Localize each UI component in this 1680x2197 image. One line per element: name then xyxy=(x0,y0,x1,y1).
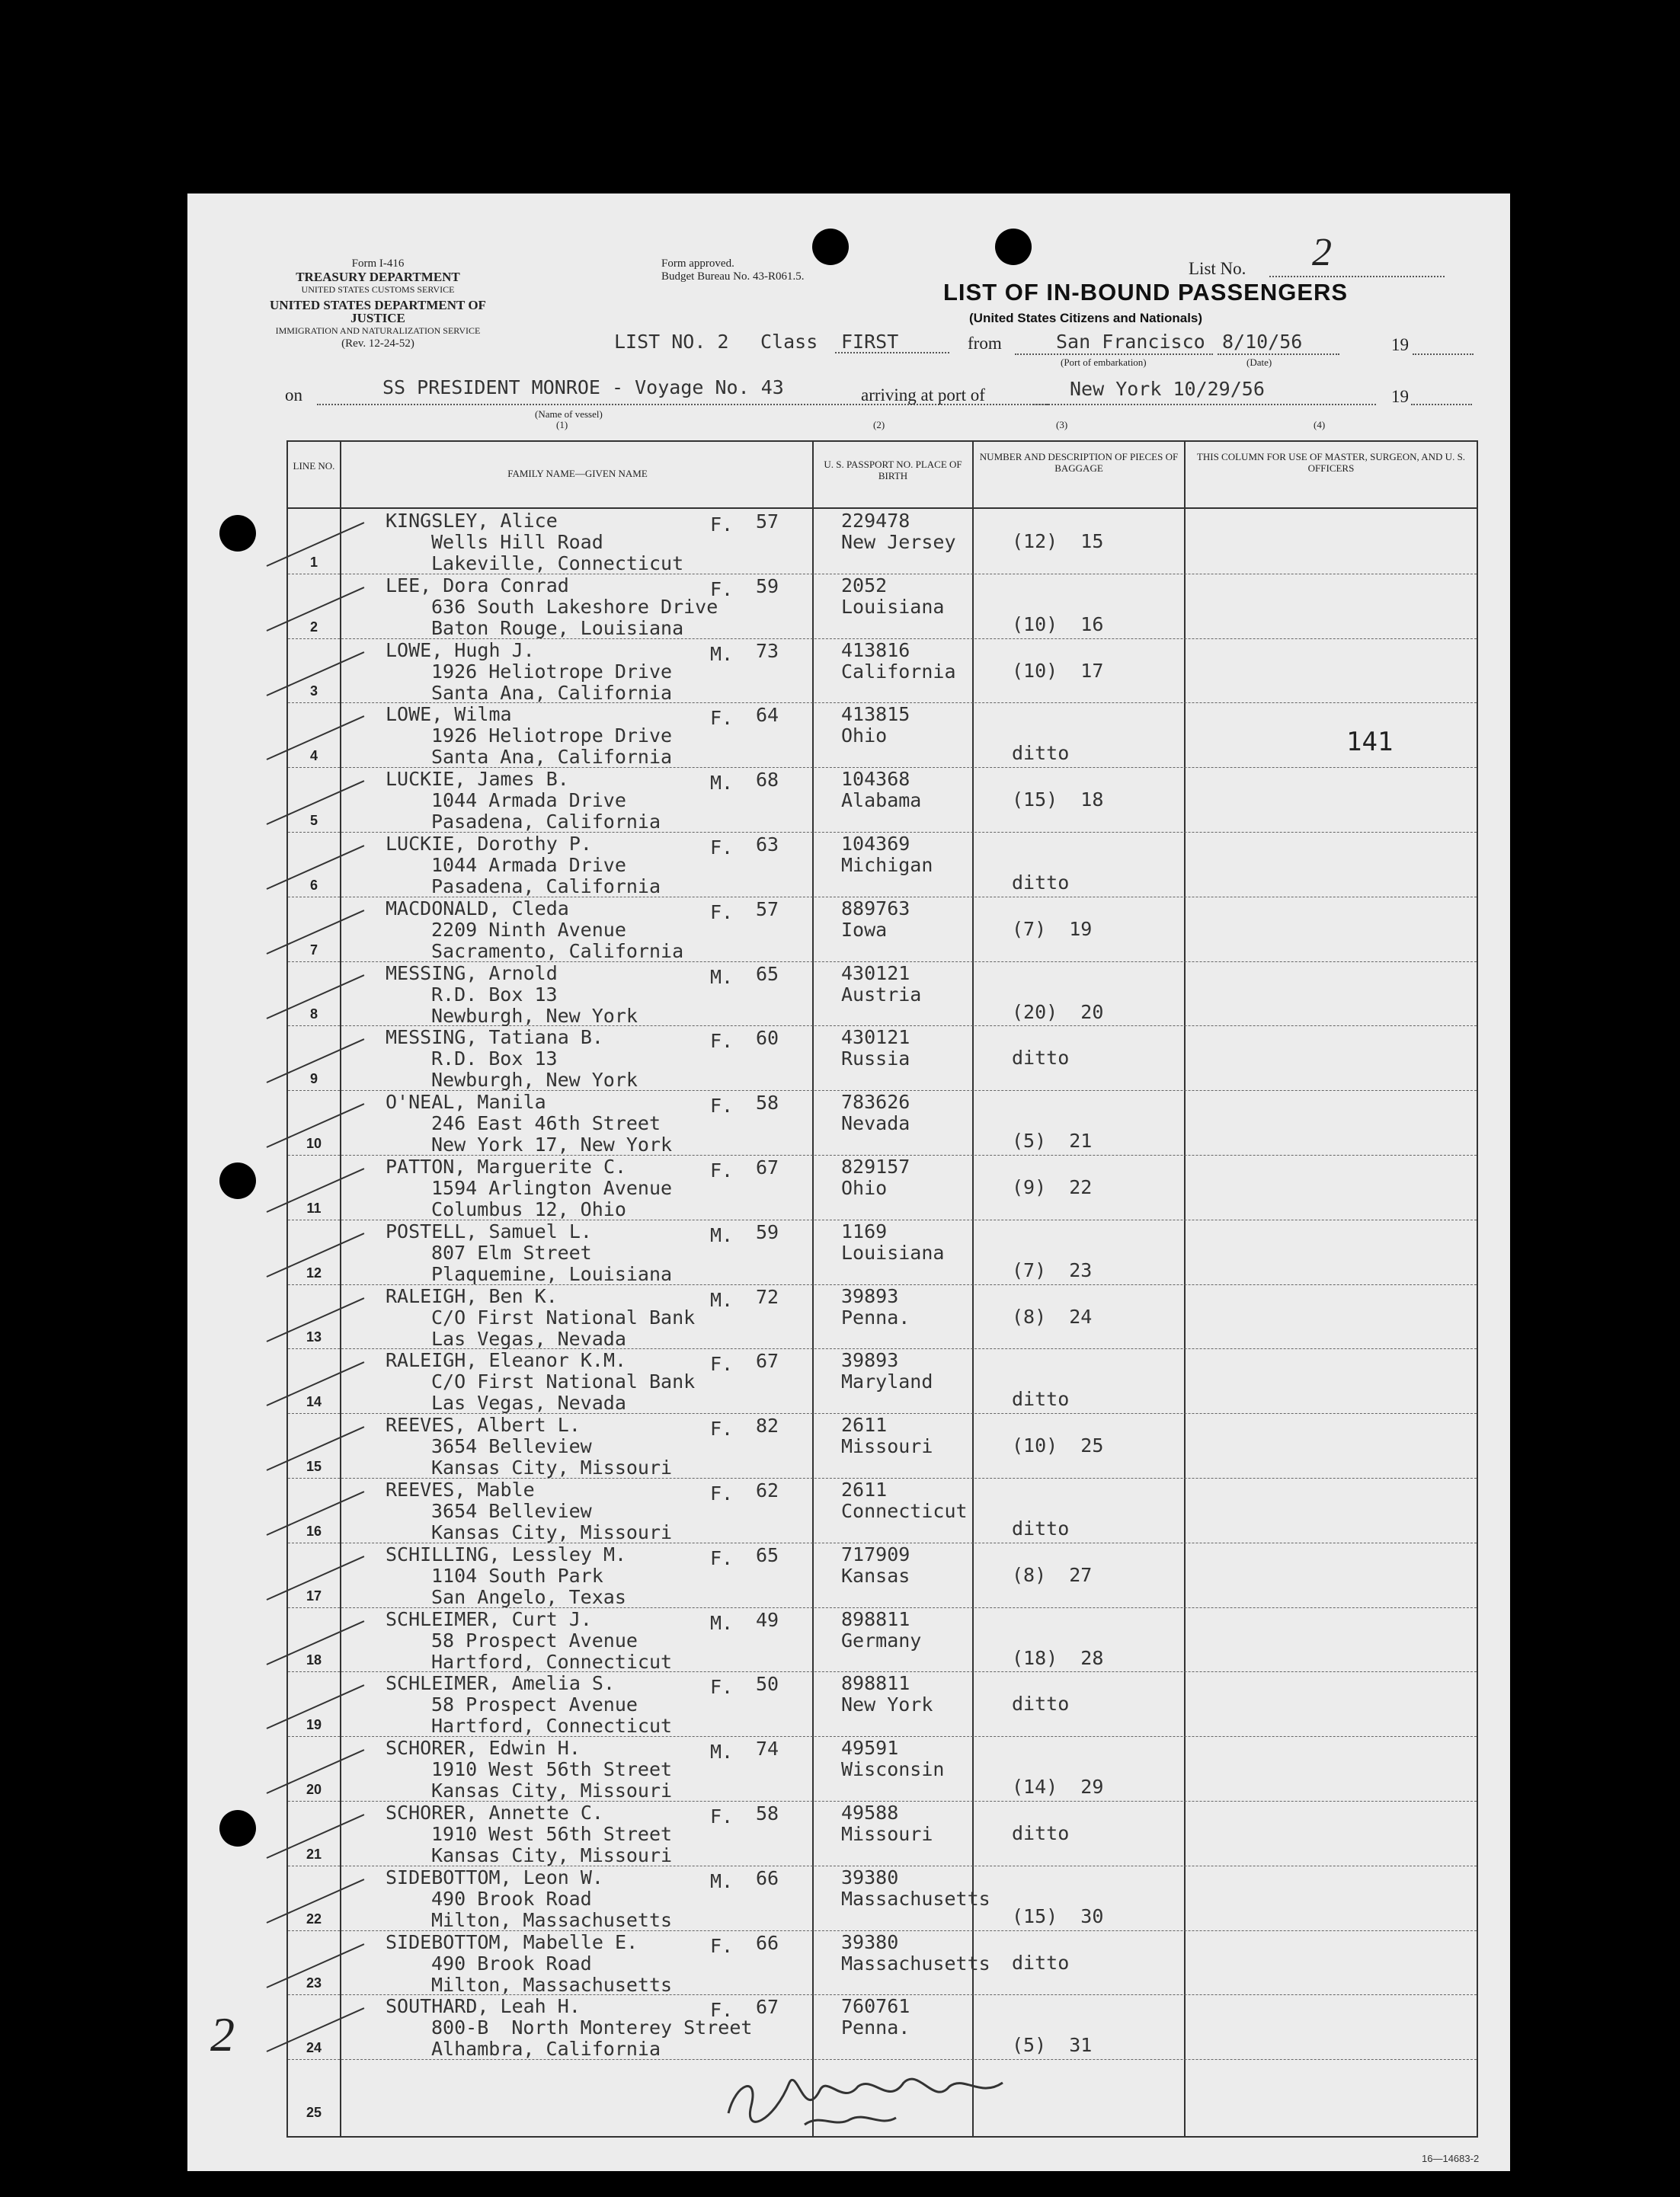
address-line-1: 1594 Arlington Avenue xyxy=(431,1177,673,1199)
passenger-sex: F. xyxy=(710,1676,734,1699)
passenger-name: PATTON, Marguerite C. xyxy=(386,1156,627,1178)
passenger-age: 68 xyxy=(756,769,779,791)
col-num-2: (2) xyxy=(873,419,885,430)
punch-hole xyxy=(219,1162,256,1199)
line-number: 20 xyxy=(306,1781,322,1797)
baggage-count: (12) 15 xyxy=(1012,530,1104,552)
baggage-count: (7) 23 xyxy=(1012,1258,1093,1281)
address-line-2: Hartford, Connecticut xyxy=(431,1715,673,1738)
line-number: 16 xyxy=(306,1523,322,1539)
passenger-row xyxy=(288,1025,1477,1091)
passenger-row xyxy=(288,1090,1477,1156)
passenger-sex: M. xyxy=(710,772,734,795)
baggage-count: (15) 18 xyxy=(1012,788,1104,811)
birth-place: Ohio xyxy=(841,724,888,747)
baggage-count: (15) 30 xyxy=(1012,1904,1104,1927)
baggage-count: ditto xyxy=(1012,1388,1070,1411)
birth-place: Missouri xyxy=(841,1435,933,1458)
line-number: 9 xyxy=(309,1071,318,1087)
passport-number: 717909 xyxy=(841,1543,910,1565)
passenger-name: KINGSLEY, Alice xyxy=(386,510,558,532)
address-line-2: Pasadena, California xyxy=(431,875,661,897)
address-line-1: 800-B North Monterey Street xyxy=(431,2016,753,2039)
passenger-age: 65 xyxy=(756,962,779,985)
justice-label: UNITED STATES DEPARTMENT OF JUSTICE xyxy=(270,298,486,325)
line-number: 3 xyxy=(309,683,318,699)
treasury-label: TREASURY DEPARTMENT xyxy=(296,270,460,284)
address-line-1: 58 Prospect Avenue xyxy=(431,1693,638,1716)
passenger-row xyxy=(288,509,1477,574)
passenger-name: RALEIGH, Ben K. xyxy=(386,1284,558,1307)
vessel-name: SS PRESIDENT MONROE - Voyage No. 43 xyxy=(382,376,784,398)
address-line-2: Lakeville, Connecticut xyxy=(431,552,684,574)
passenger-name: REEVES, Mable xyxy=(386,1479,535,1501)
birth-place: Ohio xyxy=(841,1177,888,1199)
passenger-name: SCHORER, Annette C. xyxy=(386,1802,603,1824)
address-line-2: Kansas City, Missouri xyxy=(431,1780,673,1802)
passenger-sex: F. xyxy=(710,577,734,600)
passenger-sex: M. xyxy=(710,1223,734,1246)
passport-number: 2611 xyxy=(841,1479,888,1501)
address-line-2: Plaquemine, Louisiana xyxy=(431,1262,673,1285)
passenger-age: 67 xyxy=(756,1350,779,1373)
birth-place: California xyxy=(841,660,956,683)
arrival-line xyxy=(1033,404,1376,405)
passenger-row xyxy=(288,1220,1477,1285)
address-line-2: Hartford, Connecticut xyxy=(431,1650,673,1673)
birth-place: Penna. xyxy=(841,2016,910,2039)
arrival-port: New York 10/29/56 xyxy=(1070,378,1265,400)
vessel-caption: (Name of vessel) xyxy=(535,408,603,420)
baggage-count: ditto xyxy=(1012,1693,1070,1716)
line-number: 1 xyxy=(309,554,318,570)
passenger-sex: F. xyxy=(710,1418,734,1441)
passport-number: 430121 xyxy=(841,961,910,984)
line-number: 8 xyxy=(309,1006,318,1022)
address-line-2: Pasadena, California xyxy=(431,811,661,833)
birth-place: Wisconsin xyxy=(841,1758,945,1781)
passenger-sex: F. xyxy=(710,900,734,923)
address-line-2: San Angelo, Texas xyxy=(431,1585,626,1608)
address-line-2: Las Vegas, Nevada xyxy=(431,1327,626,1350)
baggage-count: (8) 24 xyxy=(1012,1305,1093,1328)
birth-place: Austria xyxy=(841,983,922,1006)
address-line-2: Alhambra, California xyxy=(431,2038,661,2061)
passenger-sex: F. xyxy=(710,1353,734,1376)
birth-place: Germany xyxy=(841,1629,922,1652)
birth-place: Alabama xyxy=(841,789,922,812)
on-label: on xyxy=(285,385,302,405)
passenger-name: LUCKIE, James B. xyxy=(386,768,569,791)
passenger-age: 67 xyxy=(756,1156,779,1178)
passenger-age: 66 xyxy=(756,1931,779,1954)
line-number: 15 xyxy=(306,1458,322,1474)
baggage-count: (10) 25 xyxy=(1012,1434,1104,1457)
col-num-3: (3) xyxy=(1056,419,1068,430)
passenger-name: SCHLEIMER, Amelia S. xyxy=(386,1672,616,1695)
budget-label: Budget Bureau No. 43-R061.5. xyxy=(661,270,805,283)
passport-number: 39380 xyxy=(841,1866,899,1888)
passenger-row xyxy=(288,832,1477,897)
address-line-2: Newburgh, New York xyxy=(431,1069,638,1092)
line-number: 13 xyxy=(306,1329,322,1345)
passport-number: 889763 xyxy=(841,897,910,919)
baggage-count: (10) 16 xyxy=(1012,612,1104,635)
line-number: 18 xyxy=(306,1652,322,1668)
passenger-name: SIDEBOTTOM, Mabelle E. xyxy=(386,1930,638,1953)
passenger-age: 59 xyxy=(756,574,779,597)
year-line xyxy=(1413,353,1474,355)
birth-place: Louisiana xyxy=(841,595,945,618)
year-line-2 xyxy=(1411,404,1472,405)
form-number: Form I-416 xyxy=(351,257,405,270)
baggage-count: ditto xyxy=(1012,742,1070,765)
justice-block xyxy=(264,299,492,350)
passenger-age: 62 xyxy=(756,1479,779,1501)
birth-place: Iowa xyxy=(841,918,888,941)
baggage-count: ditto xyxy=(1012,1517,1070,1540)
line-number: 25 xyxy=(306,2104,322,2120)
passenger-age: 58 xyxy=(756,1092,779,1114)
list-no-value: 2 xyxy=(1312,231,1332,274)
address-line-2: Columbus 12, Ohio xyxy=(431,1198,626,1220)
address-line-2: Las Vegas, Nevada xyxy=(431,1392,626,1415)
address-line-1: 2209 Ninth Avenue xyxy=(431,918,626,941)
birth-place: Connecticut xyxy=(841,1500,968,1522)
address-line-2: New York 17, New York xyxy=(431,1134,673,1156)
passenger-name: MACDONALD, Cleda xyxy=(386,897,569,919)
line-number: 14 xyxy=(306,1394,322,1410)
address-line-1: 3654 Belleview xyxy=(431,1435,592,1458)
passport-number: 760761 xyxy=(841,1995,910,2018)
passenger-age: 57 xyxy=(756,510,779,532)
address-line-1: 1926 Heliotrope Drive xyxy=(431,660,673,683)
address-line-2: Kansas City, Missouri xyxy=(431,1457,673,1479)
passenger-sex: M. xyxy=(710,965,734,988)
passenger-sex: F. xyxy=(710,513,734,536)
address-line-1: R.D. Box 13 xyxy=(431,983,558,1006)
address-line-2: Sacramento, California xyxy=(431,939,684,962)
passenger-name: SCHILLING, Lessley M. xyxy=(386,1543,627,1565)
baggage-count: (14) 29 xyxy=(1012,1776,1104,1799)
passenger-name: MESSING, Arnold xyxy=(386,961,558,984)
list-no-label: List No. xyxy=(1189,259,1246,278)
passport-number: 2611 xyxy=(841,1414,888,1437)
form-title: LIST OF IN-BOUND PASSENGERS xyxy=(943,279,1349,305)
passenger-row xyxy=(288,574,1477,639)
ins-label: IMMIGRATION AND NATURALIZATION SERVICE xyxy=(275,325,481,336)
agency-block xyxy=(279,257,477,296)
passport-number: 49591 xyxy=(841,1737,899,1760)
passenger-name: RALEIGH, Eleanor K.M. xyxy=(386,1349,627,1372)
form-subtitle: (United States Citizens and Nationals) xyxy=(969,311,1203,325)
passenger-age: 82 xyxy=(756,1415,779,1437)
birth-place: Massachusetts xyxy=(841,1887,990,1910)
official-mark: 141 xyxy=(1346,727,1394,757)
col-head-officials: THIS COLUMN FOR USE OF MASTER, SURGEON, AND U. S. OFFICERS xyxy=(1196,451,1466,474)
line-number: 6 xyxy=(309,877,318,893)
passport-number: 783626 xyxy=(841,1091,910,1114)
approved-label: Form approved. xyxy=(661,257,734,270)
passenger-sex: M. xyxy=(710,1869,734,1892)
address-line-2: Baton Rouge, Louisiana xyxy=(431,616,684,639)
passport-number: 413815 xyxy=(841,703,910,726)
passenger-row xyxy=(288,1736,1477,1802)
birth-place: Louisiana xyxy=(841,1241,945,1264)
birth-place: Maryland xyxy=(841,1370,933,1393)
line-number: 11 xyxy=(306,1200,322,1216)
date-caption: (Date) xyxy=(1246,357,1272,368)
date-line xyxy=(1218,353,1339,355)
passport-number: 229478 xyxy=(841,510,910,532)
address-line-2: Newburgh, New York xyxy=(431,1004,638,1027)
passport-number: 2052 xyxy=(841,574,888,596)
baggage-count: ditto xyxy=(1012,1047,1070,1070)
passenger-age: 58 xyxy=(756,1802,779,1824)
baggage-count: ditto xyxy=(1012,1822,1070,1844)
birth-place: Kansas xyxy=(841,1564,910,1587)
passenger-sex: F. xyxy=(710,1159,734,1182)
address-line-1: 490 Brook Road xyxy=(431,1952,592,1975)
passenger-row xyxy=(288,1607,1477,1673)
col-head-baggage: NUMBER AND DESCRIPTION OF PIECES OF BAGGAGE xyxy=(979,451,1179,474)
punch-hole xyxy=(995,229,1032,265)
col-num-1: (1) xyxy=(556,419,568,430)
line-number: 2 xyxy=(309,619,318,635)
passenger-age: 73 xyxy=(756,639,779,662)
passport-number: 49588 xyxy=(841,1802,899,1824)
passenger-table xyxy=(286,440,1478,2138)
passenger-name: SOUTHARD, Leah H. xyxy=(386,1995,581,2018)
birth-place: New Jersey xyxy=(841,531,956,553)
address-line-1: 246 East 46th Street xyxy=(431,1112,661,1135)
address-line-1: 490 Brook Road xyxy=(431,1887,592,1910)
baggage-count: (8) 27 xyxy=(1012,1563,1093,1586)
address-line-1: 58 Prospect Avenue xyxy=(431,1629,638,1652)
address-line-2: Santa Ana, California xyxy=(431,746,673,769)
birth-place: New York xyxy=(841,1693,933,1716)
passenger-age: 49 xyxy=(756,1608,779,1631)
passport-number: 104368 xyxy=(841,768,910,791)
passenger-sex: F. xyxy=(710,1546,734,1569)
passenger-sex: M. xyxy=(710,642,734,665)
birth-place: Penna. xyxy=(841,1306,910,1329)
year-prefix: 19 xyxy=(1391,335,1409,354)
passenger-age: 66 xyxy=(756,1866,779,1889)
line-number: 12 xyxy=(306,1265,322,1281)
baggage-count: (18) 28 xyxy=(1012,1646,1104,1669)
address-line-1: 1044 Armada Drive xyxy=(431,854,626,876)
passenger-row xyxy=(288,638,1477,704)
birth-place: Massachusetts xyxy=(841,1952,990,1975)
approval-block xyxy=(661,257,837,283)
class-label: Class xyxy=(760,331,818,353)
line-number: 24 xyxy=(306,2040,322,2056)
passenger-name: REEVES, Albert L. xyxy=(386,1414,581,1437)
passenger-age: 72 xyxy=(756,1285,779,1308)
margin-note: 2 xyxy=(210,2007,235,2061)
class-value: FIRST xyxy=(841,331,899,353)
passport-number: 898811 xyxy=(841,1672,910,1695)
from-label: from xyxy=(968,334,1002,353)
line-number: 10 xyxy=(306,1135,322,1151)
line-number: 17 xyxy=(306,1588,322,1604)
passenger-row xyxy=(288,1801,1477,1866)
baggage-count: (10) 17 xyxy=(1012,659,1104,682)
address-line-1: R.D. Box 13 xyxy=(431,1047,558,1070)
passenger-sex: F. xyxy=(710,1999,734,2022)
embark-port: San Francisco xyxy=(1056,331,1205,353)
address-line-1: 1926 Heliotrope Drive xyxy=(431,724,673,747)
address-line-1: 1910 West 56th Street xyxy=(431,1758,673,1781)
passenger-row xyxy=(288,1671,1477,1737)
passenger-name: POSTELL, Samuel L. xyxy=(386,1220,592,1242)
list-no-line xyxy=(1269,276,1445,277)
footer-code: 16—14683-2 xyxy=(1422,2153,1480,2164)
arriving-label: arriving at port of xyxy=(861,385,985,405)
passenger-age: 64 xyxy=(756,704,779,727)
passenger-age: 50 xyxy=(756,1673,779,1696)
birth-place: Missouri xyxy=(841,1823,933,1845)
passenger-row xyxy=(288,1930,1477,1996)
baggage-count: (5) 31 xyxy=(1012,2034,1093,2057)
passenger-name: SCHORER, Edwin H. xyxy=(386,1737,581,1760)
passenger-sex: F. xyxy=(710,1934,734,1957)
address-line-2: Kansas City, Missouri xyxy=(431,1844,673,1866)
passenger-row xyxy=(288,1284,1477,1350)
passport-number: 898811 xyxy=(841,1607,910,1630)
baggage-count: (9) 22 xyxy=(1012,1176,1093,1198)
passenger-age: 60 xyxy=(756,1027,779,1050)
passenger-sex: F. xyxy=(710,1805,734,1828)
passenger-sex: M. xyxy=(710,1741,734,1764)
passenger-sex: F. xyxy=(710,707,734,730)
embark-caption: (Port of embarkation) xyxy=(1061,357,1147,368)
address-line-1: 1910 West 56th Street xyxy=(431,1823,673,1845)
col-head-name: FAMILY NAME—GIVEN NAME xyxy=(507,468,648,479)
passenger-row xyxy=(288,2059,1477,2124)
baggage-count: (5) 21 xyxy=(1012,1130,1093,1153)
line-number: 23 xyxy=(306,1975,322,1991)
passenger-name: O'NEAL, Manila xyxy=(386,1091,546,1114)
line-number: 22 xyxy=(306,1911,322,1927)
baggage-count: (20) 20 xyxy=(1012,1000,1104,1023)
line-number: 21 xyxy=(306,1846,322,1862)
passenger-row xyxy=(288,1348,1477,1414)
passenger-age: 63 xyxy=(756,833,779,855)
passenger-sex: F. xyxy=(710,1095,734,1118)
passenger-age: 67 xyxy=(756,1996,779,2019)
passenger-row xyxy=(288,1478,1477,1543)
passenger-name: LOWE, Hugh J. xyxy=(386,638,535,661)
passenger-age: 65 xyxy=(756,1543,779,1566)
passenger-name: LUCKIE, Dorothy P. xyxy=(386,833,592,855)
revision-label: (Rev. 12-24-52) xyxy=(341,337,414,350)
address-line-1: 636 South Lakeshore Drive xyxy=(431,595,718,618)
punch-hole xyxy=(219,515,256,552)
passenger-sex: F. xyxy=(710,1030,734,1053)
passenger-name: LOWE, Wilma xyxy=(386,703,512,726)
year-prefix-2: 19 xyxy=(1391,387,1409,406)
passport-number: 829157 xyxy=(841,1156,910,1178)
address-line-1: C/O First National Bank xyxy=(431,1306,696,1329)
passenger-sex: M. xyxy=(710,1611,734,1634)
address-line-2: Santa Ana, California xyxy=(431,681,673,704)
address-line-2: Kansas City, Missouri xyxy=(431,1521,673,1543)
address-line-1: C/O First National Bank xyxy=(431,1370,696,1393)
embark-line xyxy=(1015,353,1213,355)
customs-label: UNITED STATES CUSTOMS SERVICE xyxy=(301,284,455,295)
passenger-age: 57 xyxy=(756,897,779,920)
passenger-name: SCHLEIMER, Curt J. xyxy=(386,1607,592,1630)
embark-date: 8/10/56 xyxy=(1222,331,1303,353)
passenger-row xyxy=(288,702,1477,768)
line-number: 7 xyxy=(309,942,318,958)
passenger-row xyxy=(288,767,1477,833)
line-number: 4 xyxy=(309,748,318,764)
col-head-passport: U. S. PASSPORT NO. PLACE OF BIRTH xyxy=(824,459,962,481)
birth-place: Russia xyxy=(841,1047,910,1070)
address-line-1: 807 Elm Street xyxy=(431,1241,592,1264)
passenger-sex: F. xyxy=(710,836,734,859)
passport-number: 413816 xyxy=(841,638,910,661)
address-line-1: 3654 Belleview xyxy=(431,1500,592,1522)
passenger-row xyxy=(288,1413,1477,1479)
passenger-name: SIDEBOTTOM, Leon W. xyxy=(386,1866,603,1888)
passport-number: 1169 xyxy=(841,1220,888,1242)
passport-number: 39893 xyxy=(841,1349,899,1372)
passenger-sex: M. xyxy=(710,1288,734,1311)
address-line-1: 1104 South Park xyxy=(431,1564,603,1587)
passenger-name: MESSING, Tatiana B. xyxy=(386,1026,603,1049)
passport-number: 430121 xyxy=(841,1026,910,1049)
address-line-1: 1044 Armada Drive xyxy=(431,789,626,812)
class-line xyxy=(835,352,949,353)
passenger-row xyxy=(288,1994,1477,2060)
passenger-sex: F. xyxy=(710,1482,734,1505)
birth-place: Michigan xyxy=(841,854,933,876)
passport-number: 39380 xyxy=(841,1930,899,1953)
passenger-age: 74 xyxy=(756,1738,779,1760)
passenger-name: LEE, Dora Conrad xyxy=(386,574,569,596)
typed-list-no: LIST NO. 2 xyxy=(614,331,729,353)
passport-number: 39893 xyxy=(841,1284,899,1307)
line-number: 19 xyxy=(306,1717,322,1733)
passenger-row xyxy=(288,1155,1477,1220)
baggage-count: ditto xyxy=(1012,1951,1070,1974)
col-head-line-no: LINE NO. xyxy=(293,460,335,472)
passenger-row xyxy=(288,897,1477,962)
punch-hole xyxy=(219,1810,256,1847)
col-num-4: (4) xyxy=(1314,419,1326,430)
passenger-row xyxy=(288,1543,1477,1608)
baggage-count: (7) 19 xyxy=(1012,917,1093,940)
address-line-2: Milton, Massachusetts xyxy=(431,1973,673,1996)
baggage-count: ditto xyxy=(1012,871,1070,894)
passport-number: 104369 xyxy=(841,833,910,855)
birth-place: Nevada xyxy=(841,1112,910,1135)
passenger-age: 59 xyxy=(756,1220,779,1243)
passenger-row xyxy=(288,1866,1477,1931)
address-line-2: Milton, Massachusetts xyxy=(431,1908,673,1931)
passenger-row xyxy=(288,961,1477,1027)
address-line-1: Wells Hill Road xyxy=(431,531,603,553)
line-number: 5 xyxy=(309,812,318,828)
